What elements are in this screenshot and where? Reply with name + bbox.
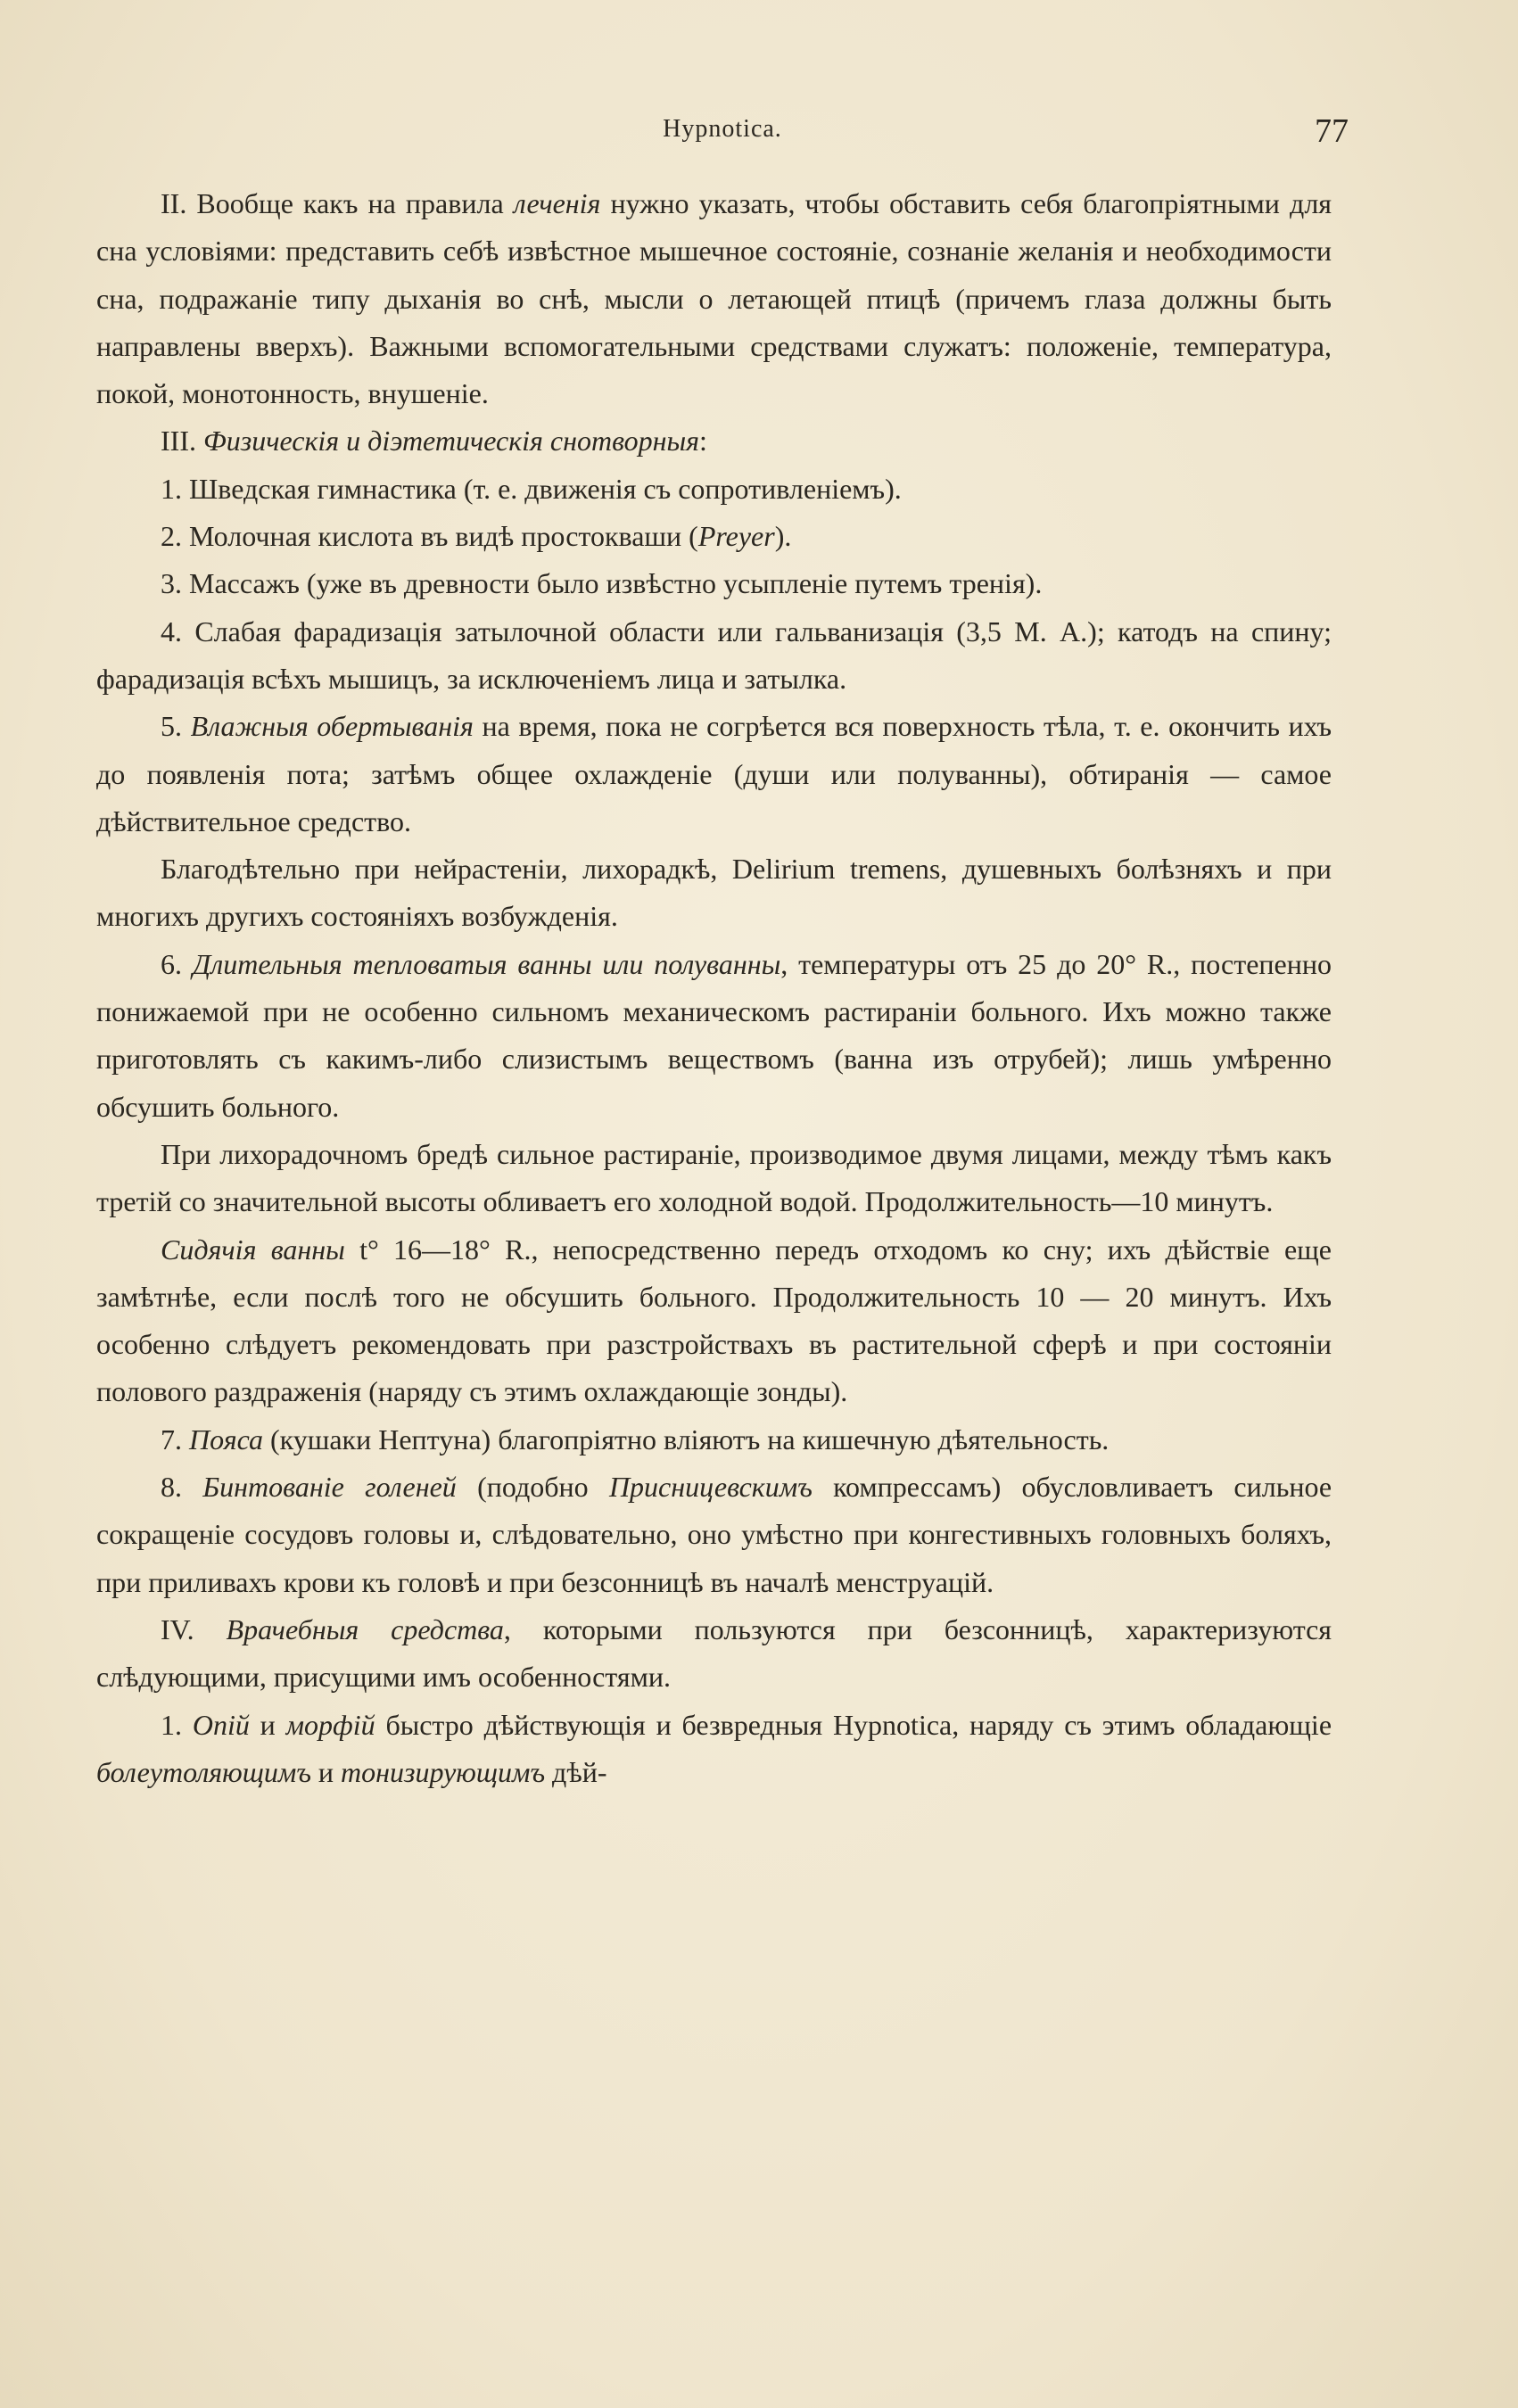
paragraph — [96, 1702, 1332, 1797]
paragraph — [96, 941, 1332, 1131]
text-run: Благодѣтельно при нейрастеніи, лихорадкѣ, Delirium tremens, душевныхъ болѣзняхъ и при многихъ другихъ состояніяхъ возбужденія. — [96, 853, 1332, 933]
text-run: 4. Слабая фарадизація затылочной области или гальванизація (3,5 М. А.); катодъ на спину; фарадизація всѣхъ мышицъ, за исключеніемъ лица и затылка. — [96, 614, 1332, 695]
paragraph — [96, 608, 1332, 704]
italic-text-run: Присницевскимъ — [608, 1471, 813, 1504]
italic-text-run: Пояса — [189, 1423, 263, 1456]
body-text — [96, 180, 1332, 1796]
paragraph — [96, 1131, 1332, 1226]
text-run: (кушаки Нептуна) благопріятно вліяютъ на кишечную дѣятельность. — [262, 1423, 1110, 1456]
running-head-title: Hypnotica. — [663, 115, 782, 143]
italic-text-run: Опій — [192, 1708, 250, 1741]
text-run: , температуры отъ 25 до 20° R., постепенно понижаемой при не особенно сильномъ механическомъ растираніи больного. Ихъ можно также приготовлять съ какимъ-либо слизистымъ веществомъ (ванна изъ отрубей); лишь умѣренно обсушить больного. — [96, 947, 1332, 1123]
text-run: 7. — [161, 1423, 189, 1456]
paragraph — [96, 703, 1332, 845]
paragraph — [96, 1464, 1332, 1606]
text-run: компрессамъ) обусловливаетъ сильное сокращеніе сосудовъ головы и, слѣдовательно, оно умѣстно при конгестивныхъ головныхъ боляхъ, при приливахъ крови къ головѣ и при безсонницѣ въ началѣ менструацій. — [96, 1471, 1332, 1598]
italic-text-run: Preyer — [697, 520, 775, 553]
text-run: : — [699, 425, 707, 458]
italic-text-run: Сидячія ванны — [161, 1233, 345, 1266]
italic-text-run: тонизирующимъ — [341, 1755, 546, 1788]
paragraph — [96, 513, 1332, 560]
text-run: 8. — [161, 1471, 203, 1504]
paragraph — [96, 180, 1332, 417]
italic-text-run: Физическія и діэтетическія снотворныя — [202, 425, 699, 458]
text-run: дѣй- — [545, 1755, 607, 1788]
text-run: 1. Шведская гимнастика (т. е. движенія съ сопротивленіемъ). — [161, 472, 902, 505]
text-run: 6. — [161, 947, 193, 980]
paragraph — [96, 466, 1332, 513]
italic-text-run: леченія — [513, 187, 601, 219]
text-run: II. Вообще какъ на правила — [161, 187, 514, 219]
italic-text-run: Влажныя обертыванія — [190, 710, 474, 743]
text-run: ). — [774, 520, 792, 553]
text-run: III. — [161, 425, 203, 458]
text-run: 3. Массажъ (уже въ древности было извѣстно усыпленіе путемъ тренія). — [161, 567, 1043, 600]
italic-text-run: морфій — [285, 1708, 375, 1741]
paragraph — [96, 1606, 1332, 1702]
text-run: IV. — [161, 1612, 227, 1645]
text-run: (подобно — [456, 1471, 609, 1504]
running-head — [96, 111, 1349, 156]
italic-text-run: Бинтованіе голеней — [202, 1471, 457, 1504]
text-run: нужно указать, чтобы обставить себя благопріятными для сна условіями: представить себѣ извѣстное мышечное состояніе, сознаніе желанія и необходимости сна, подражаніе типу дыханія во снѣ, мысли о летающей птицѣ (причемъ глаза должны быть направлены вверхъ). Важными вспомогательными средствами служатъ: положеніе, температура, покой, монотонность, внушеніе. — [96, 187, 1332, 410]
page-number: 77 — [1315, 112, 1349, 150]
text-run: и — [249, 1708, 286, 1741]
text-run: , которыми пользуются при безсонницѣ, характеризуются слѣдующими, присущими имъ особенностями. — [96, 1612, 1332, 1694]
text-run: 5. — [161, 710, 191, 743]
text-run: t° 16—18° R., непосредственно передъ отходомъ ко сну; ихъ дѣйствіе еще замѣтнѣе, если послѣ того не обсушить больного. Продолжительность 10 — 20 минутъ. Ихъ особенно слѣдуетъ рекомендовать при разстройствахъ въ растительной сферѣ и при состояніи полового раздраженія (наряду съ этимъ охлаждающіе зонды). — [96, 1233, 1332, 1408]
text-run: 1. — [161, 1708, 193, 1741]
text-run: быстро дѣйствующія и безвредныя Hypnotica, наряду съ этимъ обладающіе — [375, 1708, 1332, 1741]
text-run: 2. Молочная кислота въ видѣ простокваши ( — [161, 520, 698, 553]
paragraph — [96, 845, 1332, 941]
paragraph — [96, 417, 1332, 465]
paragraph — [96, 560, 1332, 607]
italic-text-run: Врачебныя средства — [226, 1612, 504, 1645]
paragraph — [96, 1226, 1332, 1416]
text-run: на время, пока не согрѣется вся поверхность тѣла, т. е. окончить ихъ до появленія пота; затѣмъ общее охлажденіе (души или полуванны), обтиранія — самое дѣйствительное средство. — [96, 710, 1332, 837]
paragraph — [96, 1416, 1332, 1464]
text-run: При лихорадочномъ бредѣ сильное растираніе, производимое двумя лицами, между тѣмъ какъ третій со значительной высоты обливаетъ его холодной водой. Продолжительность—10 минутъ. — [96, 1137, 1332, 1218]
italic-text-run: болеутоляющимъ — [96, 1755, 311, 1788]
italic-text-run: Длительныя тепловатыя ванны или полуванны — [192, 947, 781, 980]
text-run: и — [310, 1755, 342, 1788]
